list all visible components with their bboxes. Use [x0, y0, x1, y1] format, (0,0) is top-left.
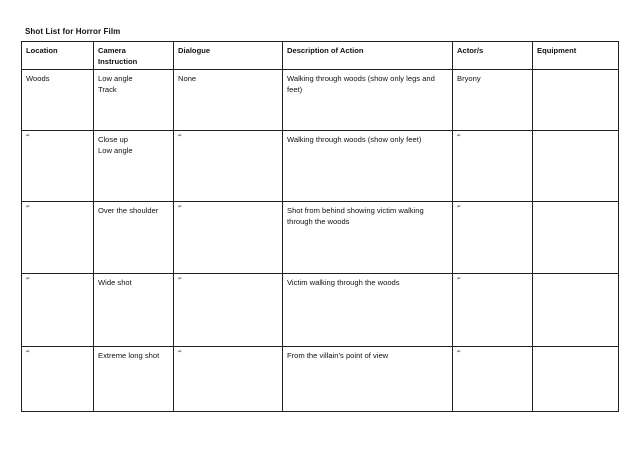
document-title: Shot List for Horror Film: [25, 27, 121, 36]
header-dialogue: Dialogue: [174, 42, 283, 70]
cell-description: Victim walking through the woods: [283, 274, 453, 347]
header-location: Location: [22, 42, 94, 70]
cell-camera-instruction: Extreme long shot: [94, 347, 174, 412]
cell-dialogue: “”: [174, 274, 283, 347]
header-description: Description of Action: [283, 42, 453, 70]
table-row: [22, 70, 619, 131]
cell-location: “”: [22, 274, 94, 347]
cell-location: “”: [22, 347, 94, 412]
header-camera-instruction: Camera Instruction: [94, 42, 174, 70]
cell-dialogue: “”: [174, 347, 283, 412]
cell-equipment: [533, 70, 619, 131]
cell-description: From the villain’s point of view: [283, 347, 453, 412]
table-row: [22, 274, 619, 347]
cell-description: Shot from behind showing victim walking through the woods: [283, 202, 453, 274]
cell-description: Walking through woods (show only feet): [283, 131, 453, 202]
cell-camera-instruction: Close up Low angle: [94, 131, 174, 202]
cell-equipment: [533, 202, 619, 274]
cell-dialogue: “”: [174, 131, 283, 202]
table-header-row: [22, 42, 619, 70]
header-actors: Actor/s: [453, 42, 533, 70]
cell-actors: “”: [453, 347, 533, 412]
cell-actors: Bryony: [453, 70, 533, 131]
cell-camera-instruction: Wide shot: [94, 274, 174, 347]
cell-location: Woods: [22, 70, 94, 131]
cell-actors: “”: [453, 131, 533, 202]
cell-equipment: [533, 274, 619, 347]
table-row: [22, 131, 619, 202]
table-row: [22, 347, 619, 412]
cell-camera-instruction: Over the shoulder: [94, 202, 174, 274]
cell-location: “”: [22, 202, 94, 274]
cell-equipment: [533, 131, 619, 202]
cell-camera-instruction: Low angle Track: [94, 70, 174, 131]
cell-dialogue: None: [174, 70, 283, 131]
cell-equipment: [533, 347, 619, 412]
cell-description: Walking through woods (show only legs and feet): [283, 70, 453, 131]
shot-list-table: [21, 41, 619, 412]
header-equipment: Equipment: [533, 42, 619, 70]
cell-dialogue: “”: [174, 202, 283, 274]
cell-actors: “”: [453, 202, 533, 274]
table-row: [22, 202, 619, 274]
cell-location: “”: [22, 131, 94, 202]
cell-actors: “”: [453, 274, 533, 347]
